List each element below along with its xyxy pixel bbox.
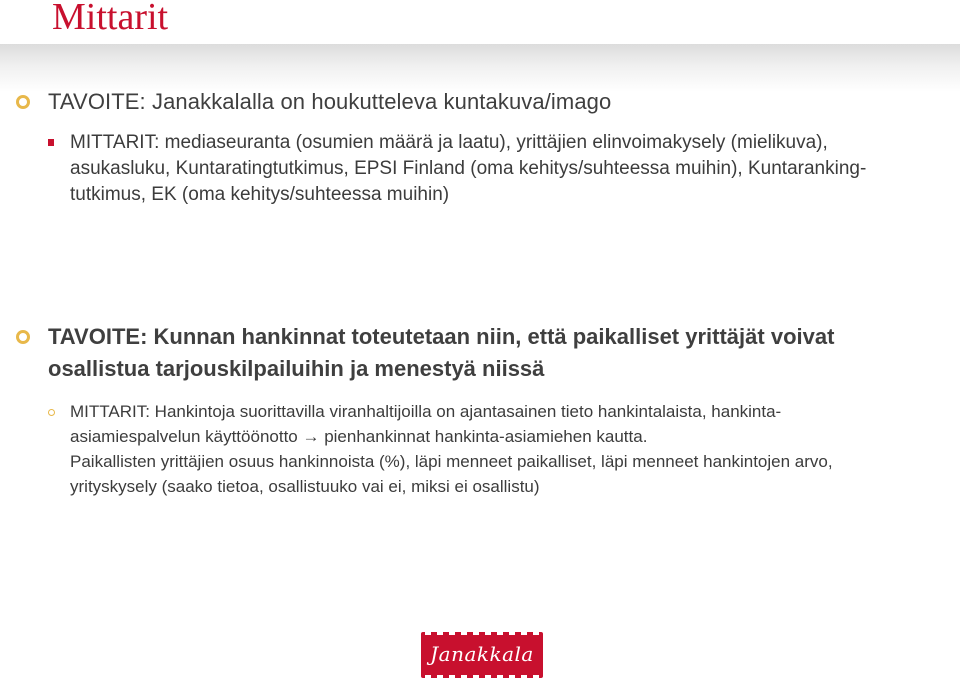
goal-heading-1: TAVOITE: Janakkalalla on houkutteleva kuntakuva/imago (48, 89, 612, 114)
goal-item-1 (0, 86, 908, 118)
logo-wordmark: Janakkala (430, 642, 534, 666)
goal-measures-text-1: MITTARIT: mediaseuranta (osumien määrä ja laatu), yrittäjien elinvoimakysely (mielikuva), asukasluku, Kuntaratingtutkimus, EPSI Finland (oma kehitys/suhteessa muihin), Kuntaranking-tutkimus, EK (oma kehitys/suhteessa muihin) (70, 132, 867, 205)
slide-title: Mittarit (52, 0, 169, 38)
goal-measures-1 (0, 130, 900, 208)
goal-section-2 (0, 321, 960, 499)
ring-bullet-icon (16, 330, 30, 344)
goal-measures-line-2: Paikallisten yrittäjien osuus hankinnoista (%), läpi menneet paikalliset, läpi menneet hankintojen arvo, yrityskysely (saako tietoa, osallistuuko vai ei, miksi ei osallistu) (70, 452, 833, 496)
ring-bullet-icon (16, 95, 30, 109)
header-gradient-band (0, 44, 960, 92)
goal-measures-2 (0, 399, 900, 499)
ring-bullet-small-icon (48, 409, 55, 416)
goal-measures-line-1: MITTARIT: Hankintoja suorittavilla viranhaltijoilla on ajantasainen tieto hankintalaista, hankinta-asiamiespalvelun käyttöönotto → pienhankinnat hankinta-asiamiehen kautta. (70, 402, 782, 446)
janakkala-logo (421, 632, 543, 678)
goal-section-1 (0, 86, 960, 208)
goal-measures-text-2 (70, 399, 900, 499)
goal-item-2 (0, 321, 908, 385)
square-bullet-icon (48, 139, 54, 146)
goal-heading-2: TAVOITE: Kunnan hankinnat toteutetaan niin, että paikalliset yrittäjät voivat osallistua tarjouskilpailuihin ja menestyä niissä (48, 324, 835, 381)
